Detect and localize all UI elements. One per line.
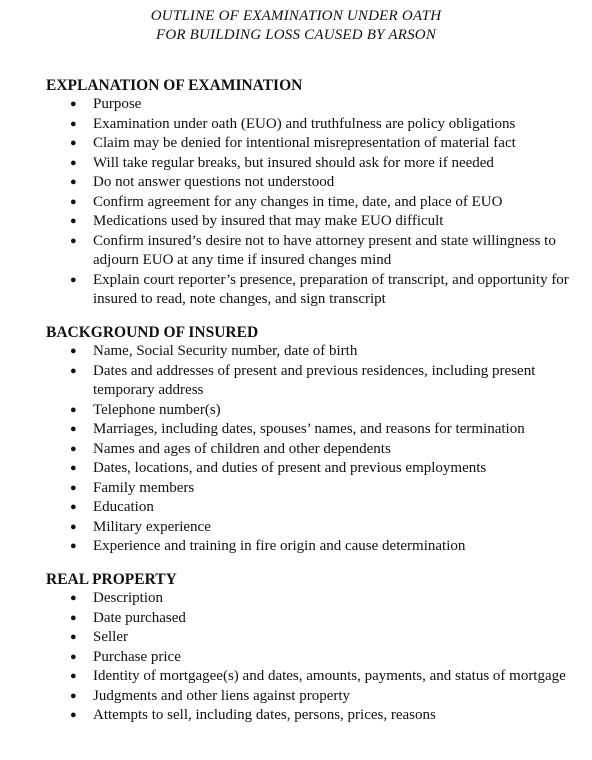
list-item-text: Family members <box>93 479 195 496</box>
list-item-text: Identity of mortgagee(s) and dates, amounts, payments, and status of mortgage <box>93 668 566 684</box>
bullet-list <box>46 95 586 310</box>
list-item <box>46 609 592 629</box>
list-item <box>46 342 592 362</box>
list-item-text: Seller <box>93 629 128 645</box>
list-item-text: Description <box>93 590 163 606</box>
list-item-text: Confirm agreement for any changes in time, date, and place of EUO <box>93 193 503 210</box>
list-item-text: Explain court reporter’s presence, preparation of transcript, and opportunity for insured to read, note changes, and sign transcript <box>93 271 569 307</box>
bullet-icon: ● <box>70 611 77 624</box>
section-heading: BACKGROUND OF INSURED <box>46 324 259 341</box>
list-item-text: Purchase price <box>93 648 181 665</box>
list-item <box>46 232 592 271</box>
bullet-icon: ● <box>70 273 77 286</box>
bullet-icon: ● <box>70 540 77 552</box>
bullet-icon: ● <box>70 156 77 169</box>
bullet-icon: ● <box>70 631 77 643</box>
bullet-icon: ● <box>70 709 77 721</box>
bullet-icon: ● <box>70 137 77 149</box>
list-item-text: Claim may be denied for intentional misrepresentation of material fact <box>93 135 516 151</box>
bullet-icon: ● <box>70 592 77 604</box>
list-item-text: Experience and training in fire origin and cause determination <box>93 538 466 554</box>
list-item <box>46 271 592 310</box>
list-item-text: Attempts to sell, including dates, persons, prices, reasons <box>93 707 436 723</box>
list-item-text: Judgments and other liens against property <box>93 687 351 704</box>
list-item-text: Marriages, including dates, spouses’ names, and reasons for termination <box>93 421 525 437</box>
bullet-icon: ● <box>70 345 77 357</box>
list-item <box>46 479 592 499</box>
section-heading: REAL PROPERTY <box>46 571 177 588</box>
list-item-text: Names and ages of children and other dependents <box>93 440 391 457</box>
list-item <box>46 420 592 440</box>
list-item-text: Military experience <box>93 518 211 535</box>
bullet-icon: ● <box>70 481 77 494</box>
list-item-text: Dates and addresses of present and previous residences, including present temporary address <box>93 362 536 398</box>
bullet-icon: ● <box>70 176 77 188</box>
section-real-property <box>46 570 586 726</box>
list-item <box>46 173 592 193</box>
bullet-icon: ● <box>70 234 77 247</box>
list-item <box>46 193 592 213</box>
list-item <box>46 401 592 421</box>
list-item <box>46 134 592 154</box>
bullet-icon: ● <box>70 195 77 208</box>
list-item-text: Education <box>93 499 154 515</box>
bullet-icon: ● <box>70 442 77 455</box>
list-item <box>46 440 592 460</box>
list-item <box>46 212 592 232</box>
bullet-icon: ● <box>70 98 77 110</box>
bullet-icon: ● <box>70 462 77 474</box>
list-item-text: Confirm insured’s desire not to have attorney present and state willingness to adjourn EUO at any time if insured changes mind <box>93 232 556 268</box>
list-item <box>46 706 592 726</box>
list-item-text: Dates, locations, and duties of present and previous employments <box>93 460 487 476</box>
section-background-of-insured <box>46 323 586 557</box>
bullet-icon: ● <box>70 501 77 513</box>
list-item-text: Purpose <box>93 96 142 112</box>
bullet-icon: ● <box>70 364 77 377</box>
list-item <box>46 362 592 401</box>
section-explanation-of-examination <box>46 76 586 310</box>
list-item <box>46 459 592 479</box>
list-item-text: Telephone number(s) <box>93 401 221 418</box>
list-item <box>46 628 592 648</box>
list-item <box>46 154 592 174</box>
bullet-icon: ● <box>70 670 77 682</box>
list-item-text: Will take regular breaks, but insured should ask for more if needed <box>93 154 494 171</box>
list-item-text: Date purchased <box>93 609 186 626</box>
list-item <box>46 95 592 115</box>
list-item <box>46 648 592 668</box>
document-title <box>0 7 592 45</box>
bullet-icon: ● <box>70 117 77 130</box>
list-item <box>46 589 592 609</box>
bullet-icon: ● <box>70 215 77 227</box>
bullet-list <box>46 342 586 557</box>
bullet-icon: ● <box>70 689 77 702</box>
list-item <box>46 115 592 135</box>
list-item-text: Medications used by insured that may make EUO difficult <box>93 213 444 229</box>
bullet-icon: ● <box>70 650 77 663</box>
bullet-list <box>46 589 586 726</box>
list-item <box>46 687 592 707</box>
list-item <box>46 667 592 687</box>
list-item <box>46 537 592 557</box>
list-item-text: Do not answer questions not understood <box>93 174 335 190</box>
bullet-icon: ● <box>70 403 77 416</box>
bullet-icon: ● <box>70 423 77 435</box>
bullet-icon: ● <box>70 520 77 533</box>
title-line-1: OUTLINE OF EXAMINATION UNDER OATH <box>150 8 442 24</box>
list-item-text: Examination under oath (EUO) and truthfulness are policy obligations <box>93 115 516 132</box>
list-item <box>46 518 592 538</box>
list-item-text: Name, Social Security number, date of birth <box>93 343 358 359</box>
section-heading: EXPLANATION OF EXAMINATION <box>46 77 303 94</box>
title-line-2: FOR BUILDING LOSS CAUSED BY ARSON <box>155 27 437 43</box>
list-item <box>46 498 592 518</box>
